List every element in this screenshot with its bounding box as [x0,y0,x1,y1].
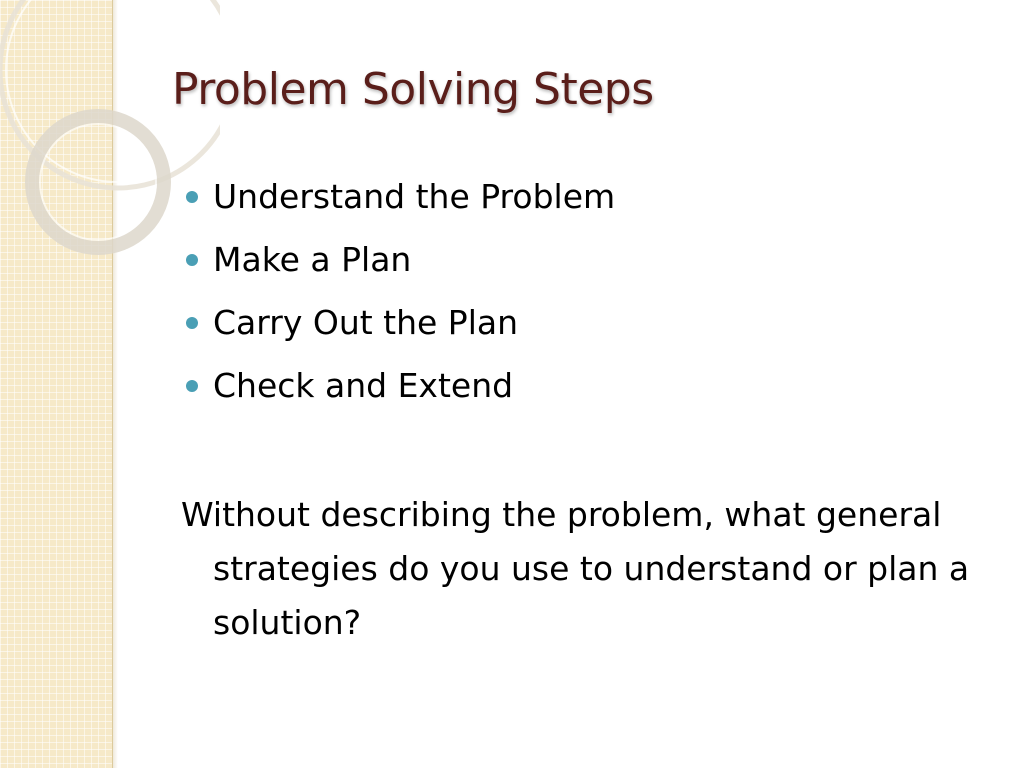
small-ring-highlight [40,124,156,240]
bullet-label: Make a Plan [213,240,412,279]
bullet-dot-icon [186,380,198,392]
bullet-item [186,170,615,233]
bullet-label: Carry Out the Plan [213,303,519,342]
bullet-item [186,296,615,359]
bullet-dot-icon [186,191,198,203]
bullet-list [186,170,615,422]
bullet-label: Check and Extend [213,366,514,405]
small-ring [32,116,164,248]
bullet-item [186,359,615,422]
discussion-question: Without describing the problem, what general strategies do you use to understand or plan a solution? [181,495,970,642]
bullet-label: Understand the Problem [213,177,616,216]
bullet-dot-icon [186,317,198,329]
slide-title: Problem Solving Steps [172,64,654,115]
bullet-dot-icon [186,254,198,266]
bullet-item [186,233,615,296]
